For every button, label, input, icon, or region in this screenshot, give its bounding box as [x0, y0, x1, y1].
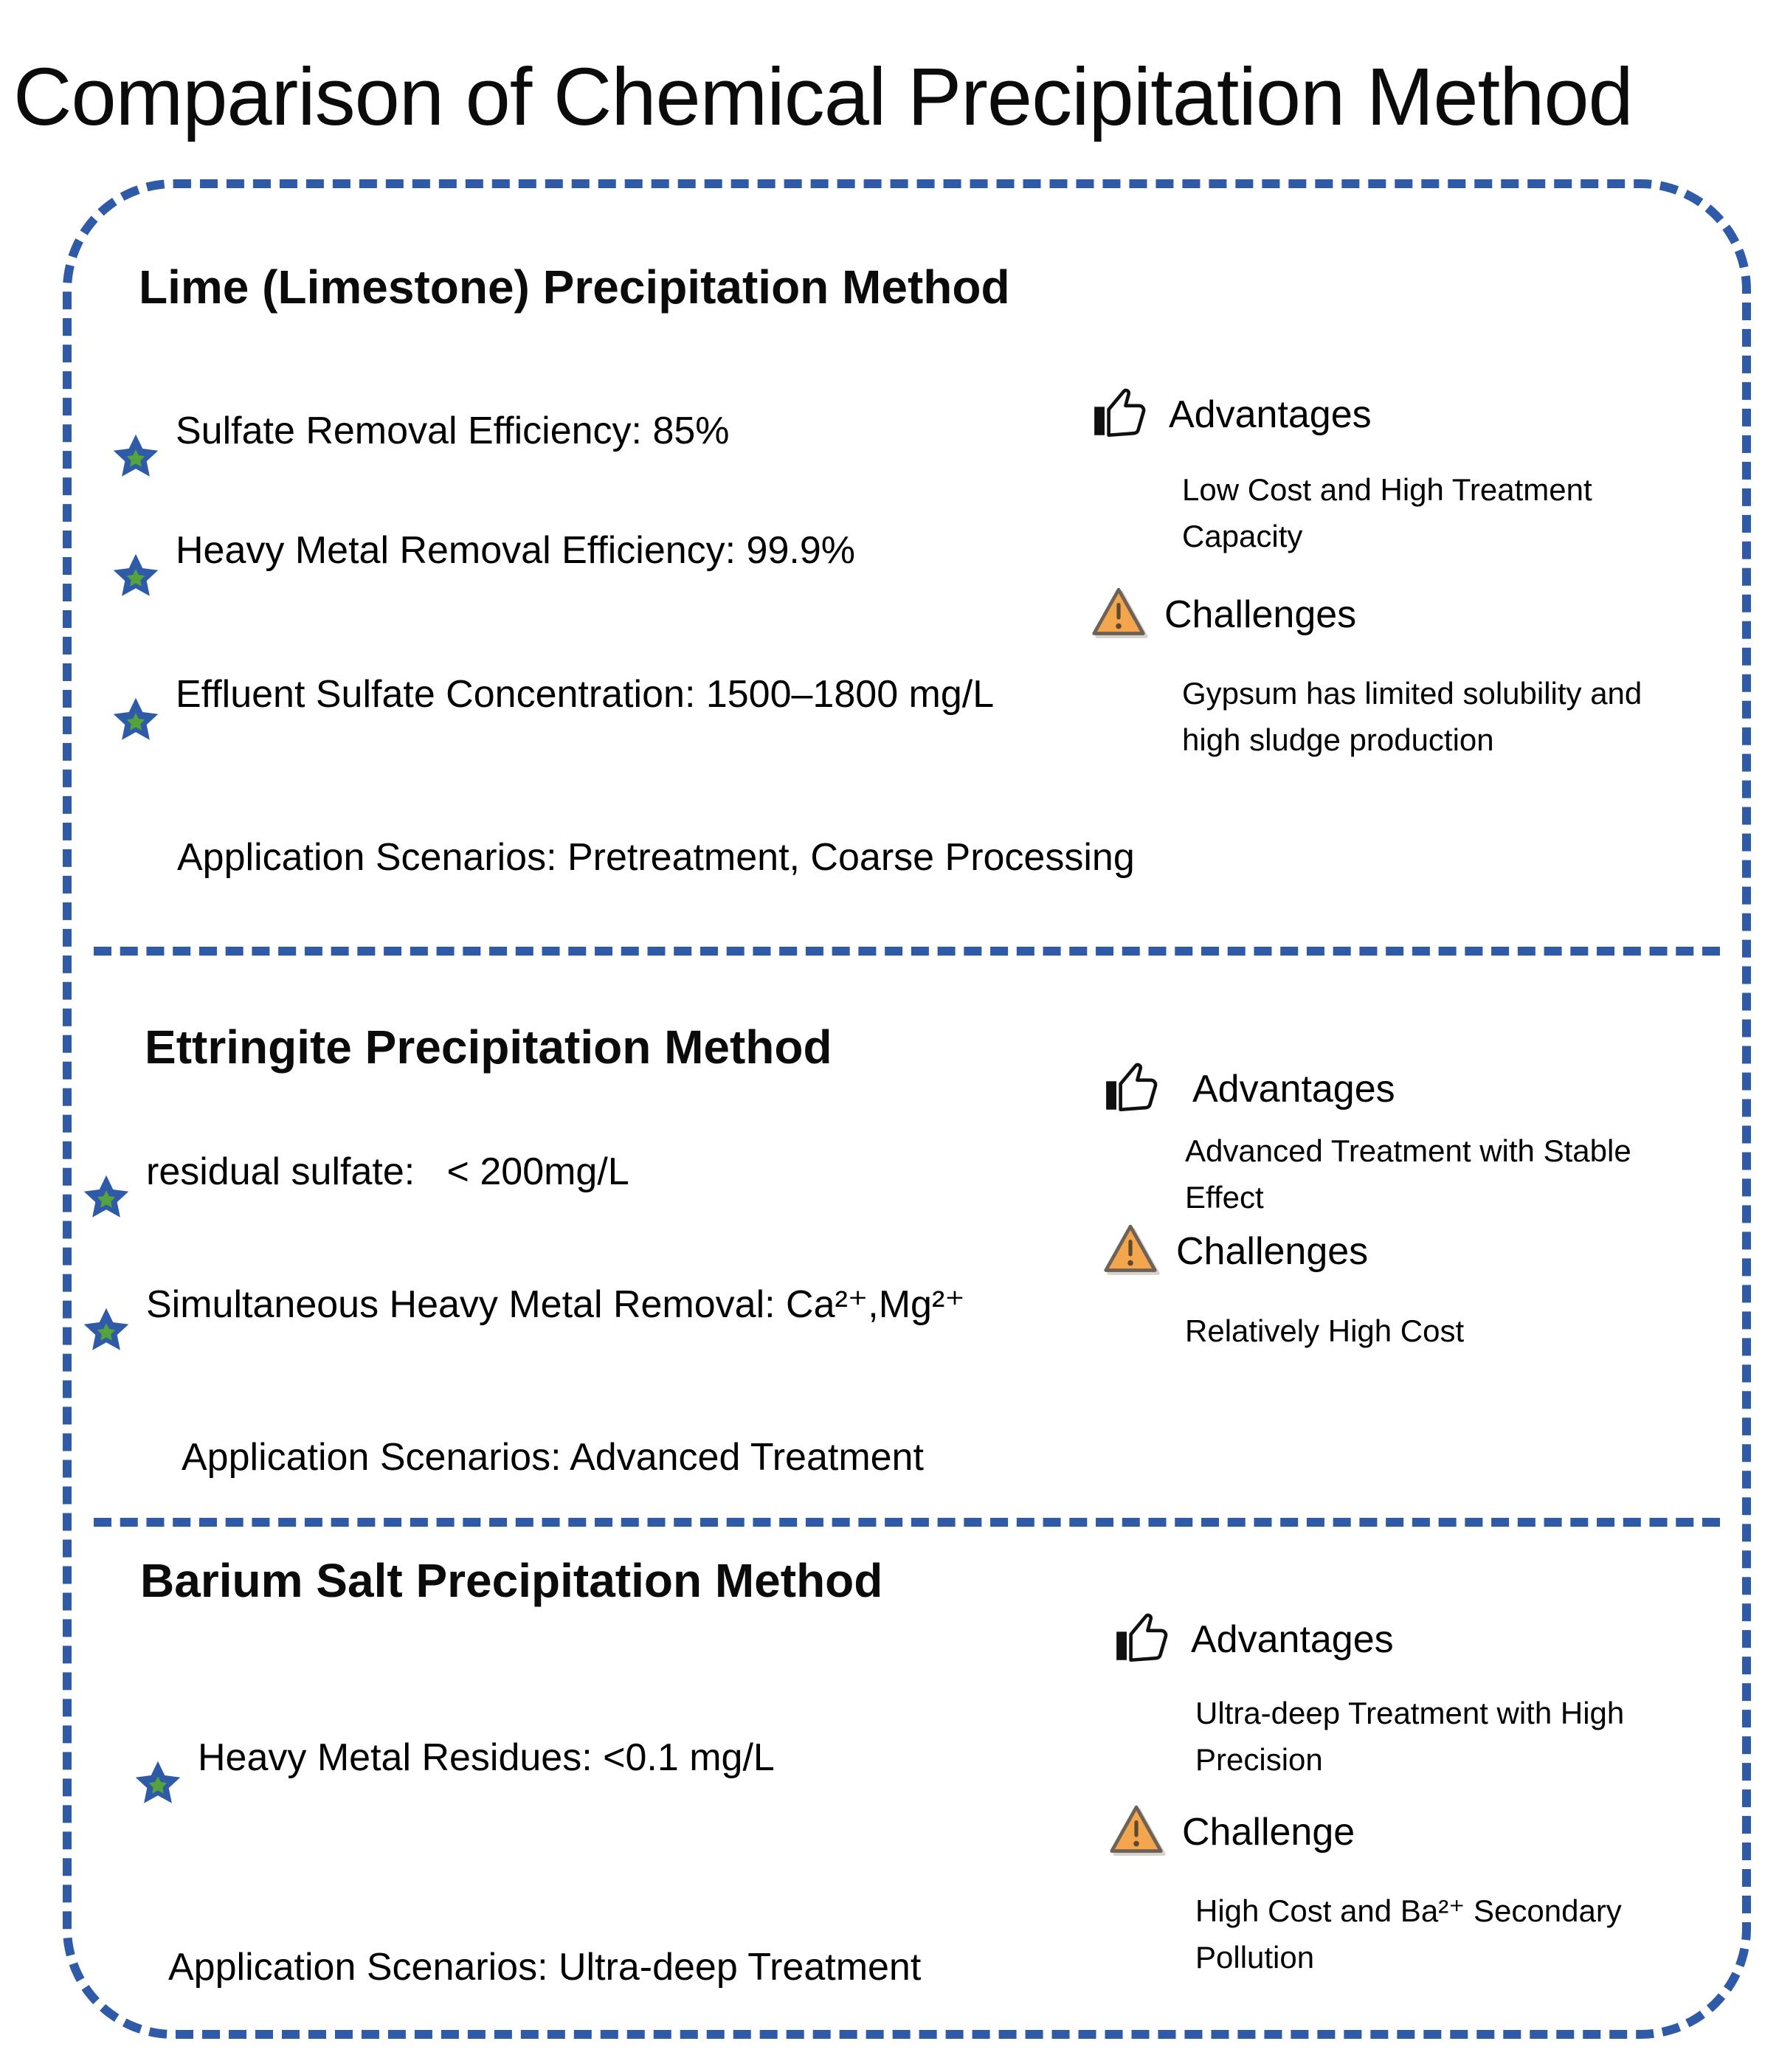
- section-divider-1: [94, 947, 1720, 956]
- advantages-header: [1113, 1607, 1394, 1671]
- bullet-text: Simultaneous Heavy Metal Removal: Ca²⁺,Mg²⁺: [146, 1283, 965, 1326]
- bullet-text: residual sulfate: < 200mg/L: [146, 1150, 629, 1193]
- bullet-text: Effluent Sulfate Concentration: 1500–1800 mg/L: [176, 673, 995, 716]
- advantages-text: Ultra-deep Treatment with High Precision: [1195, 1696, 1625, 1777]
- warning-triangle-icon: [1108, 1802, 1164, 1862]
- challenges-label: Challenges: [1164, 593, 1357, 636]
- star-icon: [80, 1278, 133, 1331]
- challenges-header: [1102, 1221, 1368, 1281]
- advantages-label: Advantages: [1191, 1617, 1394, 1661]
- bullet-item: [109, 404, 730, 457]
- application-scenarios: Application Scenarios: Pretreatment, Coarse Processing: [177, 836, 1135, 879]
- challenges-text: High Cost and Ba²⁺ Secondary Pollution: [1195, 1893, 1622, 1975]
- bullet-item: [109, 524, 855, 577]
- challenges-label: Challenge: [1182, 1810, 1355, 1854]
- warning-triangle-icon: [1102, 1221, 1158, 1281]
- bullet-item: [80, 1145, 629, 1198]
- section-heading: Ettringite Precipitation Method: [145, 1021, 832, 1074]
- star-icon: [109, 524, 162, 577]
- thumbs-up-icon: [1091, 382, 1151, 446]
- challenges-text: Gypsum has limited solubility and high sludge production: [1182, 676, 1642, 757]
- advantages-text: Advanced Treatment with Stable Effect: [1185, 1133, 1631, 1215]
- section-divider-2: [94, 1518, 1720, 1527]
- thumbs-up-icon: [1113, 1607, 1173, 1671]
- section-heading: Lime (Limestone) Precipitation Method: [139, 260, 1010, 314]
- star-icon: [131, 1731, 184, 1784]
- challenges-header: [1091, 584, 1356, 644]
- challenges-label: Challenges: [1176, 1229, 1369, 1273]
- advantages-label: Advantages: [1169, 393, 1372, 436]
- star-icon: [109, 404, 162, 457]
- challenges-header: [1108, 1802, 1355, 1862]
- warning-triangle-icon: [1091, 584, 1147, 644]
- bullet-item: [131, 1731, 775, 1784]
- star-icon: [80, 1145, 133, 1198]
- page-title: Comparison of Chemical Precipitation Method: [13, 51, 1633, 142]
- advantages-header: [1091, 382, 1372, 446]
- bullet-item: [80, 1278, 965, 1331]
- bullet-text: Heavy Metal Removal Efficiency: 99.9%: [176, 529, 855, 572]
- star-icon: [109, 668, 162, 721]
- challenges-text: Relatively High Cost: [1185, 1313, 1465, 1348]
- advantages-header: [1102, 1057, 1395, 1121]
- application-scenarios: Application Scenarios: Advanced Treatment: [182, 1436, 924, 1479]
- application-scenarios: Application Scenarios: Ultra-deep Treatment: [168, 1946, 922, 1989]
- thumbs-up-icon: [1102, 1057, 1163, 1121]
- advantages-label: Advantages: [1192, 1067, 1395, 1111]
- section-heading: Barium Salt Precipitation Method: [140, 1554, 883, 1607]
- bullet-item: [109, 668, 994, 721]
- bullet-text: Sulfate Removal Efficiency: 85%: [176, 410, 730, 452]
- advantages-text: Low Cost and High Treatment Capacity: [1182, 472, 1592, 553]
- bullet-text: Heavy Metal Residues: <0.1 mg/L: [198, 1736, 775, 1779]
